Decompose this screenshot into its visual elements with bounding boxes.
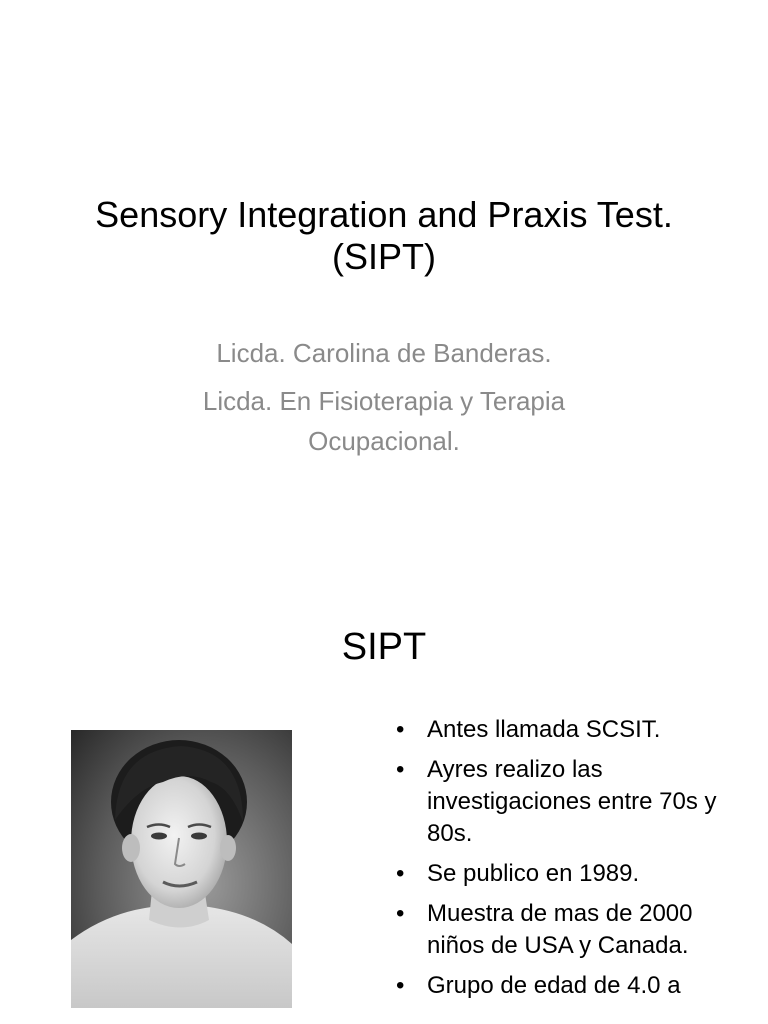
bullet-text: Se publico en 1989. — [427, 860, 640, 887]
bullet-text: Antes llamada SCSIT. — [427, 716, 661, 743]
bullet-item — [396, 970, 746, 1002]
slide-1-subtitle — [0, 333, 768, 461]
bullet-marker: • — [396, 900, 405, 927]
slide-1-title-line-2: (SIPT) — [332, 236, 436, 277]
bullet-text: Muestra de mas de 2000 niños de USA y Canada. — [427, 900, 693, 959]
slide-1-title — [0, 194, 768, 278]
bullet-text: Grupo de edad de 4.0 a — [427, 972, 681, 999]
bullet-item — [396, 754, 746, 850]
subtitle-line-3: Ocupacional. — [308, 426, 460, 456]
bullet-marker: • — [396, 716, 405, 743]
bullet-item — [396, 714, 746, 746]
bullet-list — [396, 714, 746, 1010]
subtitle-line-2: Licda. En Fisioterapia y Terapia — [202, 386, 566, 416]
slide-2-title: SIPT — [341, 626, 427, 668]
bullet-marker: • — [396, 972, 405, 999]
bullet-item — [396, 898, 746, 962]
bullet-marker: • — [396, 756, 405, 783]
bullet-item — [396, 858, 746, 890]
bullet-marker: • — [396, 860, 405, 887]
slide-2 — [0, 576, 768, 1024]
portrait-photo — [71, 730, 292, 1008]
slide-1-title-line-1: Sensory Integration and Praxis Test. — [95, 194, 673, 235]
bullet-text: Ayres realizo las investigaciones entre 70s y 80s. — [427, 756, 717, 847]
subtitle-line-1: Licda. Carolina de Banderas. — [216, 338, 552, 368]
